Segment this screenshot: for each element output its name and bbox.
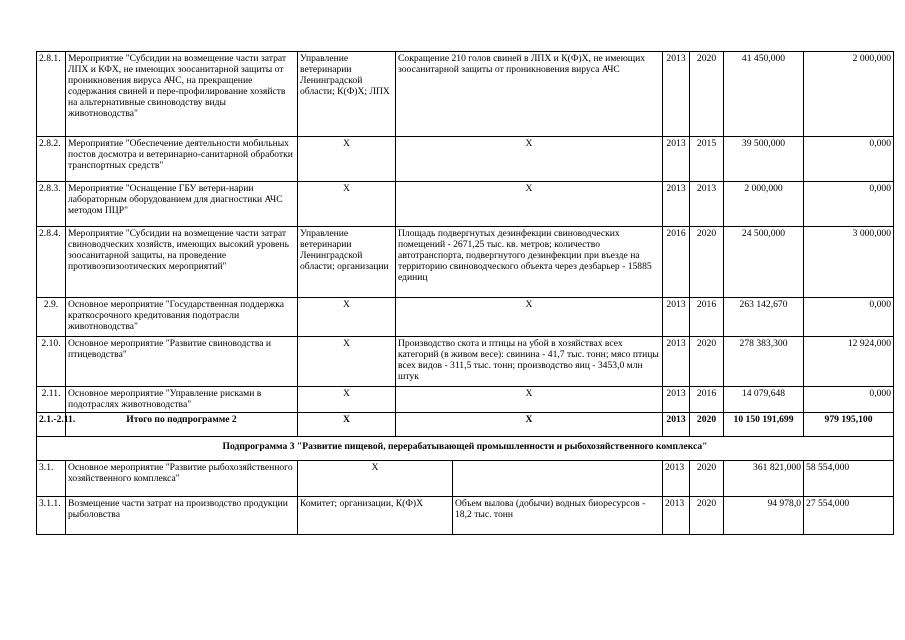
table-row xyxy=(37,461,894,497)
row-number: 2.8.1. xyxy=(37,52,66,137)
regional-amount: 0,000 xyxy=(804,182,894,227)
row-number: 2.11. xyxy=(37,387,66,413)
total-row-regional: 979 195,100 xyxy=(804,413,894,437)
start-year: 2013 xyxy=(663,137,690,182)
program-table-sheet xyxy=(36,51,893,535)
end-year: 2016 xyxy=(690,298,724,337)
regional-amount: 2 000,000 xyxy=(804,52,894,137)
executor: X xyxy=(298,137,396,182)
start-year: 2013 xyxy=(663,52,690,137)
executor: X xyxy=(298,182,396,227)
total-amount: 14 079,648 xyxy=(724,387,804,413)
start-year: 2016 xyxy=(663,227,690,298)
measure-name: Мероприятие "Субсидии на возмещение части затрат свиноводческих хозяйств, имеющих высокий уровень зоосанитарной защиты, на проведение противоэпизоотических мероприятий" xyxy=(66,227,298,298)
expected-result: X xyxy=(396,137,663,182)
table-row xyxy=(37,298,894,337)
start-year: 2013 xyxy=(663,182,690,227)
total-row-end-year: 2020 xyxy=(690,413,724,437)
table-row xyxy=(37,137,894,182)
measure-name: Мероприятие "Субсидии на возмещение части затрат ЛПХ и КФХ, не имеющих зоосанитарной защиты от проникновения вируса АЧС, на прекращение содержания свиней и пере-профилирование хозяйств на альтернативные свиноводству виды животноводства" xyxy=(66,52,298,137)
subprogram-3-header: Подпрограмма 3 "Развитие пищевой, перерабатывающей промышленности и рыбохозяйственного комплекса" xyxy=(37,437,894,461)
total-row xyxy=(37,413,894,437)
row-number: 2.10. xyxy=(37,337,66,387)
regional-amount: 27 554,000 xyxy=(804,497,894,535)
total-amount: 278 383,300 xyxy=(724,337,804,387)
table-row xyxy=(37,227,894,298)
end-year: 2016 xyxy=(690,387,724,413)
row-number: 2.8.2. xyxy=(37,137,66,182)
row-number: 2.8.3. xyxy=(37,182,66,227)
end-year: 2020 xyxy=(690,52,724,137)
executor: Управление ветеринарии Ленинградской области; организации xyxy=(298,227,396,298)
executor: X xyxy=(298,298,396,337)
measure-name: Мероприятие "Обеспечение деятельности мобильных постов досмотра и ветеринарно-санитарной обработки транспортных средств" xyxy=(66,137,298,182)
end-year: 2020 xyxy=(690,461,724,497)
start-year: 2013 xyxy=(663,298,690,337)
total-row-number: 2.1.-2.11. xyxy=(37,413,66,437)
executor: X xyxy=(298,337,396,387)
total-row-title: Итого по подпрограмме 2 xyxy=(66,413,298,437)
section-header-row xyxy=(37,437,894,461)
start-year: 2013 xyxy=(663,497,690,535)
measure-name: Основное мероприятие "Государственная поддержка краткосрочного кредитования подотрасли животноводства" xyxy=(66,298,298,337)
executor: X xyxy=(298,387,396,413)
total-amount: 24 500,000 xyxy=(724,227,804,298)
program-table xyxy=(36,51,894,535)
end-year: 2020 xyxy=(690,227,724,298)
row-number: 3.1. xyxy=(37,461,66,497)
expected-result: X xyxy=(396,387,663,413)
total-amount: 94 978,0 xyxy=(724,497,804,535)
end-year: 2020 xyxy=(690,497,724,535)
end-year: 2015 xyxy=(690,137,724,182)
start-year: 2013 xyxy=(663,337,690,387)
total-row-result: X xyxy=(396,413,663,437)
expected-result: Сокращение 210 голов свиней в ЛПХ и К(Ф)Х, не имеющих зоосанитарной защиты от проникновения вируса АЧС xyxy=(396,52,663,137)
expected-result: X xyxy=(396,298,663,337)
expected-result: X xyxy=(396,182,663,227)
table-row xyxy=(37,337,894,387)
total-amount: 39 500,000 xyxy=(724,137,804,182)
measure-name: Возмещение части затрат на производство продукции рыболовства xyxy=(66,497,298,535)
measure-name: Основное мероприятие "Развитие рыбохозяйственного хозяйственного комплекса" xyxy=(66,461,298,497)
table-row xyxy=(37,497,894,535)
end-year: 2013 xyxy=(690,182,724,227)
total-row-amount: 10 150 191,699 xyxy=(724,413,804,437)
total-amount: 2 000,000 xyxy=(724,182,804,227)
table-row xyxy=(37,52,894,137)
row-number: 3.1.1. xyxy=(37,497,66,535)
expected-result: Производство скота и птицы на убой в хозяйствах всех категорий (в живом весе): свинина - 41,7 тыс. тонн; мясо птицы всех видов - 311,5 тыс. тонн; производство яиц - 3453,0 млн штук xyxy=(396,337,663,387)
expected-result: Объем вылова (добычи) водных биоресурсов - 18,2 тыс. тонн xyxy=(453,497,663,535)
end-year: 2020 xyxy=(690,337,724,387)
measure-name: Основное мероприятие "Развитие свиноводства и птицеводства" xyxy=(66,337,298,387)
regional-amount: 0,000 xyxy=(804,298,894,337)
expected-result: Площадь подвергнутых дезинфекции свиноводческих помещений - 2671,25 тыс. кв. метров; количество автотранспорта, подвергнутого дезинфекции при въезде на территорию свиноводческого объекта через дезбарьер - 15885 единиц xyxy=(396,227,663,298)
total-amount: 361 821,000 xyxy=(724,461,804,497)
start-year: 2013 xyxy=(663,461,690,497)
total-row-executor: X xyxy=(298,413,396,437)
regional-amount: 3 000,000 xyxy=(804,227,894,298)
expected-result xyxy=(453,461,663,497)
regional-amount: 12 924,000 xyxy=(804,337,894,387)
table-row xyxy=(37,182,894,227)
total-row-start-year: 2013 xyxy=(663,413,690,437)
row-number: 2.8.4. xyxy=(37,227,66,298)
start-year: 2013 xyxy=(663,387,690,413)
total-amount: 263 142,670 xyxy=(724,298,804,337)
regional-amount: 58 554,000 xyxy=(804,461,894,497)
regional-amount: 0,000 xyxy=(804,137,894,182)
executor: X xyxy=(298,461,453,497)
measure-name: Мероприятие "Оснащение ГБУ ветери-нарии лабораторным оборудованием для диагностики АЧС методом ПЦР" xyxy=(66,182,298,227)
table-row xyxy=(37,387,894,413)
regional-amount: 0,000 xyxy=(804,387,894,413)
measure-name: Основное мероприятие "Управление рисками в подотраслях животноводства" xyxy=(66,387,298,413)
executor: Комитет; организации, К(Ф)Х xyxy=(298,497,453,535)
row-number: 2.9. xyxy=(37,298,66,337)
executor: Управление ветеринарии Ленинградской области; К(Ф)Х; ЛПХ xyxy=(298,52,396,137)
total-amount: 41 450,000 xyxy=(724,52,804,137)
